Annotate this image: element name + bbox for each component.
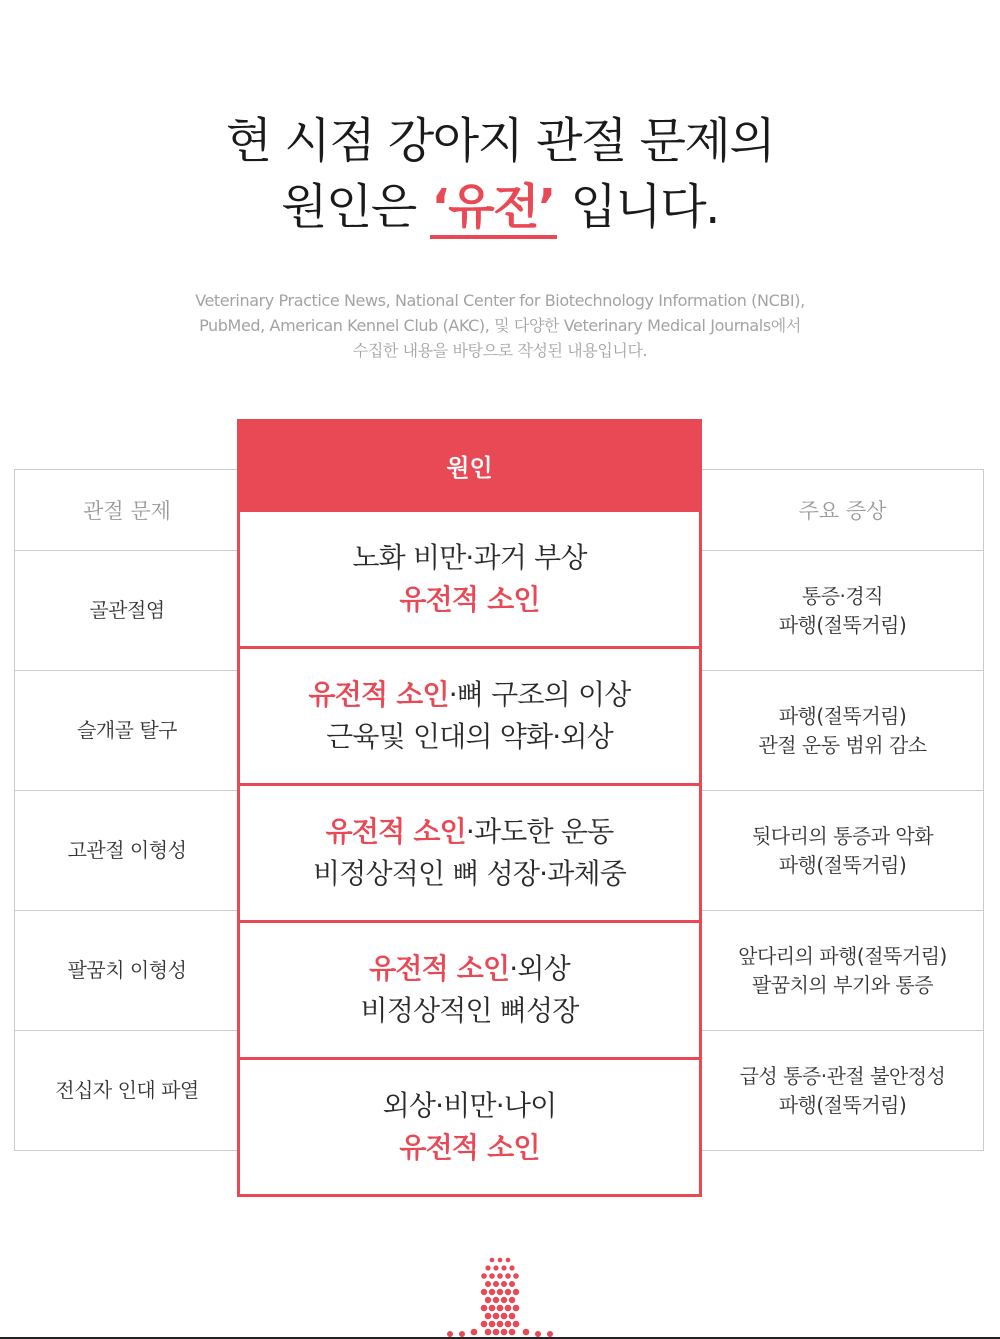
symptom-cell (702, 671, 983, 791)
symptom-cell (702, 911, 983, 1031)
dotted-arrow-icon (444, 1256, 556, 1339)
source-line: Veterinary Practice News, National Center for Biotechnology Information (NCBI), (195, 291, 805, 310)
cause-text: 근육및 인대의 약화·외상 (326, 720, 613, 753)
cause-line (360, 990, 578, 1032)
symptom-column-header: 주요 증상 (702, 470, 983, 551)
cause-cell (237, 923, 702, 1060)
cause-cell (237, 649, 702, 786)
cause-text: 노화 비만·과거 부상 (352, 541, 587, 574)
symptom-line: 팔꿈치의 부기와 통증 (751, 972, 934, 997)
problem-cell: 전십자 인대 파열 (55, 1078, 199, 1102)
cause-column (237, 419, 702, 1197)
cause-cell (237, 786, 702, 923)
genetic-highlight: 유전적 소인 (399, 1131, 540, 1164)
symptom-cell (702, 791, 983, 911)
symptom-line: 앞다리의 파행(절뚝거림) (738, 943, 947, 968)
source-note (0, 288, 1000, 363)
cause-column-header: 원인 (237, 419, 702, 512)
cause-line (399, 579, 539, 621)
symptom-cell (702, 551, 983, 671)
headline-line2-before: 원인은 (281, 179, 430, 235)
problem-column (14, 469, 239, 1151)
symptom-line: 관절 운동 범위 감소 (758, 732, 927, 757)
problem-cell: 팔꿈치 이형성 (15, 911, 239, 1031)
headline-accent: ‘유전’ (430, 179, 557, 239)
symptom-line: 통증·경직 (801, 583, 884, 608)
cause-cell (237, 512, 702, 649)
symptom-line: 파행(절뚝거림) (778, 703, 907, 728)
symptom-column (702, 469, 984, 1151)
symptom-line: 급성 통증·관절 불안정성 (739, 1063, 946, 1088)
cause-text: ·과도한 운동 (465, 815, 614, 848)
genetic-highlight: 유전적 소인 (308, 678, 449, 711)
cause-text: 비정상적인 뼈 성장·과체중 (312, 857, 627, 890)
cause-line (369, 948, 570, 990)
problem-cell: 슬개골 탈구 (15, 671, 239, 791)
cause-text: 비정상적인 뼈성장 (360, 994, 579, 1027)
symptom-line: 파행(절뚝거림) (778, 1092, 907, 1117)
cause-line (399, 1127, 539, 1169)
symptom-line: 파행(절뚝거림) (778, 612, 907, 637)
problem-column-header: 관절 문제 (15, 470, 239, 551)
cause-line (383, 1085, 557, 1127)
cause-text: 외상·비만·나이 (382, 1089, 557, 1122)
genetic-highlight: 유전적 소인 (325, 815, 466, 848)
source-line: PubMed, American Kennel Club (AKC), 및 다양한 Veterinary Medical Journals에서 (199, 316, 801, 335)
headline-line1: 현 시점 강아지 관절 문제의 (225, 113, 775, 169)
genetic-highlight: 유전적 소인 (399, 583, 540, 616)
symptom-cell (702, 1031, 983, 1150)
genetic-highlight: 유전적 소인 (369, 952, 510, 985)
problem-cell: 골관절염 (15, 551, 239, 671)
headline (0, 108, 1000, 240)
symptom-line: 뒷다리의 통증과 악화 (751, 823, 934, 848)
cause-line (313, 853, 626, 895)
cause-line (326, 716, 613, 758)
cause-text: ·뼈 구조의 이상 (448, 678, 631, 711)
headline-line2-after: 입니다. (556, 179, 719, 235)
cause-line (309, 674, 631, 716)
cause-text: ·외상 (509, 952, 570, 985)
cause-line (352, 537, 586, 579)
cause-cell (237, 1060, 702, 1197)
problem-cell: 고관절 이형성 (15, 791, 239, 911)
cause-line (326, 811, 614, 853)
source-line: 수집한 내용을 바탕으로 작성된 내용입니다. (352, 341, 648, 360)
symptom-line: 파행(절뚝거림) (778, 852, 907, 877)
